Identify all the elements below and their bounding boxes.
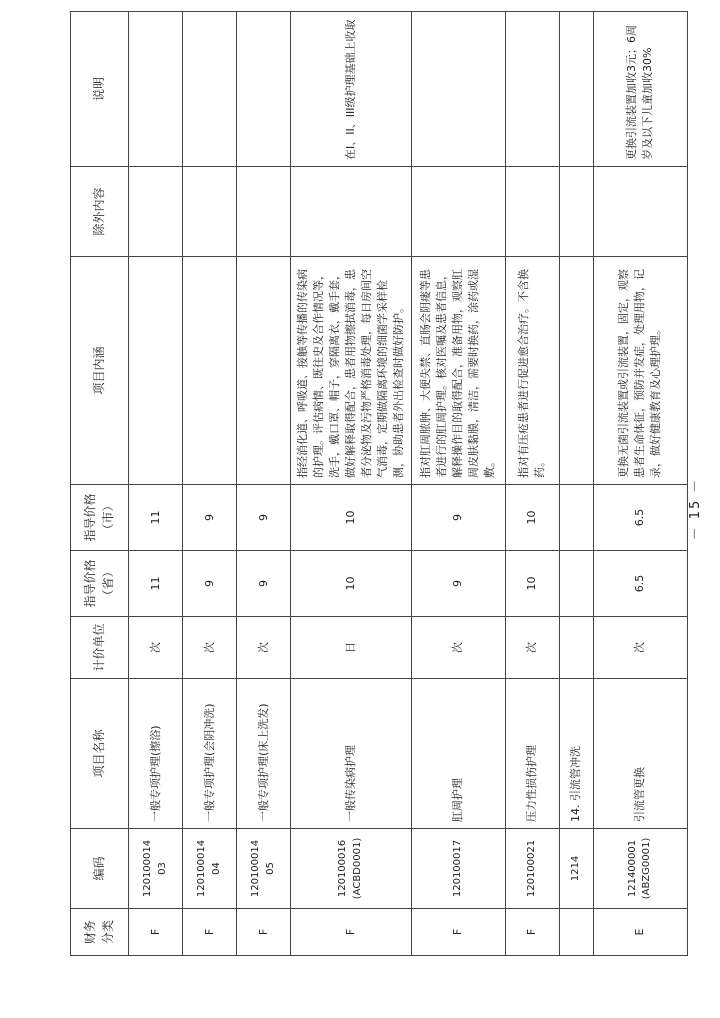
cell-code: 120100014 03: [129, 829, 183, 909]
cell-category: F: [129, 909, 183, 956]
cell-price-prov: [559, 551, 593, 617]
cell-price-prov: 9: [237, 551, 291, 617]
cell-notes: [559, 12, 593, 167]
cell-content: 指对有压疮患者进行促进愈合治疗。不含换药。: [505, 257, 559, 485]
cell-name: 压力性损伤护理: [505, 679, 559, 829]
cell-name: 一般专项护理(会阴冲洗): [183, 679, 237, 829]
cell-price-city: 6.5: [593, 485, 687, 551]
cell-content: [559, 257, 593, 485]
cell-unit: 日: [291, 617, 412, 679]
cell-price-city: 10: [505, 485, 559, 551]
cell-category: F: [237, 909, 291, 956]
cell-exclusions: [183, 167, 237, 257]
cell-content: 指对肛周脓肿、大便失禁、直肠会阴瘘等患者进行的肛周护理。核对医嘱及患者信息，解释操作目的取得配合，准备用物，观察肛周皮肤黏膜，清洁，需要时换药，涂药或湿敷。: [411, 257, 505, 485]
cell-price-city: 10: [291, 485, 412, 551]
cell-content: [183, 257, 237, 485]
cell-content: [237, 257, 291, 485]
cell-exclusions: [593, 167, 687, 257]
table-row: [505, 12, 559, 956]
cell-notes: 更换引流装置加收3元；6周岁及以下儿童加收30%: [593, 12, 687, 167]
table-row: [237, 12, 291, 956]
cell-unit: 次: [411, 617, 505, 679]
cell-code: 120100017: [411, 829, 505, 909]
header-name: 项目名称: [71, 679, 129, 829]
header-unit: 计价单位: [71, 617, 129, 679]
cell-price-prov: 9: [183, 551, 237, 617]
table-row: [559, 12, 593, 956]
cell-price-prov: 9: [411, 551, 505, 617]
table-row: [291, 12, 412, 956]
table-header-row: [71, 12, 129, 956]
cell-unit: 次: [505, 617, 559, 679]
header-notes: 说明: [71, 12, 129, 167]
cell-notes: [183, 12, 237, 167]
header-price-prov: 指导价格（省）: [71, 551, 129, 617]
cell-code: 120100021: [505, 829, 559, 909]
table-row: [129, 12, 183, 956]
cell-content: 更换无菌引流装置或引流装置，固定，观察患者生命体征，预防并发症，处理用物，记录，做好健康教育及心理护理。: [593, 257, 687, 485]
fee-table: [70, 11, 688, 956]
cell-notes: [505, 12, 559, 167]
cell-exclusions: [505, 167, 559, 257]
table-row: [593, 12, 687, 956]
cell-price-prov: 11: [129, 551, 183, 617]
cell-exclusions: [291, 167, 412, 257]
cell-code: 120100014 05: [237, 829, 291, 909]
cell-exclusions: [411, 167, 505, 257]
cell-category: [559, 909, 593, 956]
cell-price-city: 11: [129, 485, 183, 551]
cell-name: 14. 引流管冲洗: [559, 679, 593, 829]
cell-category: E: [593, 909, 687, 956]
cell-unit: 次: [129, 617, 183, 679]
cell-unit: 次: [237, 617, 291, 679]
cell-code: 1214: [559, 829, 593, 909]
header-exclusions: 除外内容: [71, 167, 129, 257]
cell-price-city: [559, 485, 593, 551]
cell-price-prov: 10: [291, 551, 412, 617]
cell-notes: [237, 12, 291, 167]
cell-notes: [411, 12, 505, 167]
header-content: 项目内涵: [71, 257, 129, 485]
cell-price-city: 9: [411, 485, 505, 551]
cell-name: 一般传染病护理: [291, 679, 412, 829]
cell-notes: 在I、II、III级护理基础上收取: [291, 12, 412, 167]
cell-name: 一般专项护理(床上洗发): [237, 679, 291, 829]
cell-exclusions: [559, 167, 593, 257]
header-price-city: 指导价格（市）: [71, 485, 129, 551]
cell-exclusions: [129, 167, 183, 257]
header-code: 编码: [71, 829, 129, 909]
cell-unit: 次: [593, 617, 687, 679]
page-number: － 15 －: [688, 477, 703, 541]
cell-name: 一般专项护理(擦浴): [129, 679, 183, 829]
cell-price-prov: 6.5: [593, 551, 687, 617]
cell-name: 肛周护理: [411, 679, 505, 829]
cell-notes: [129, 12, 183, 167]
cell-content: [129, 257, 183, 485]
cell-category: F: [183, 909, 237, 956]
cell-name: 引流管更换: [593, 679, 687, 829]
cell-code: 120100014 04: [183, 829, 237, 909]
cell-content: 指经消化道、呼吸道、接触等传播的传染病的护理。评估病情、既往史及合作情况等，洗手，戴口罩、帽子，穿隔离衣，戴手套，做好解释取得配合，患者用物擦拭消毒，患者分泌物及污物严格消毒处理，每日房间空气消毒，定期做隔离环境的细菌学采样检测，协助患者外出检查时做好防护。: [291, 257, 412, 485]
cell-category: F: [411, 909, 505, 956]
cell-exclusions: [237, 167, 291, 257]
table-row: [411, 12, 505, 956]
cell-price-city: 9: [237, 485, 291, 551]
cell-price-city: 9: [183, 485, 237, 551]
cell-unit: [559, 617, 593, 679]
cell-unit: 次: [183, 617, 237, 679]
cell-code: 121400001 (ABZG0001): [593, 829, 687, 909]
table-row: [183, 12, 237, 956]
cell-category: F: [505, 909, 559, 956]
cell-price-prov: 10: [505, 551, 559, 617]
cell-code: 120100016 (ACBD0001): [291, 829, 412, 909]
cell-category: F: [291, 909, 412, 956]
header-category: 财务分类: [71, 909, 129, 956]
